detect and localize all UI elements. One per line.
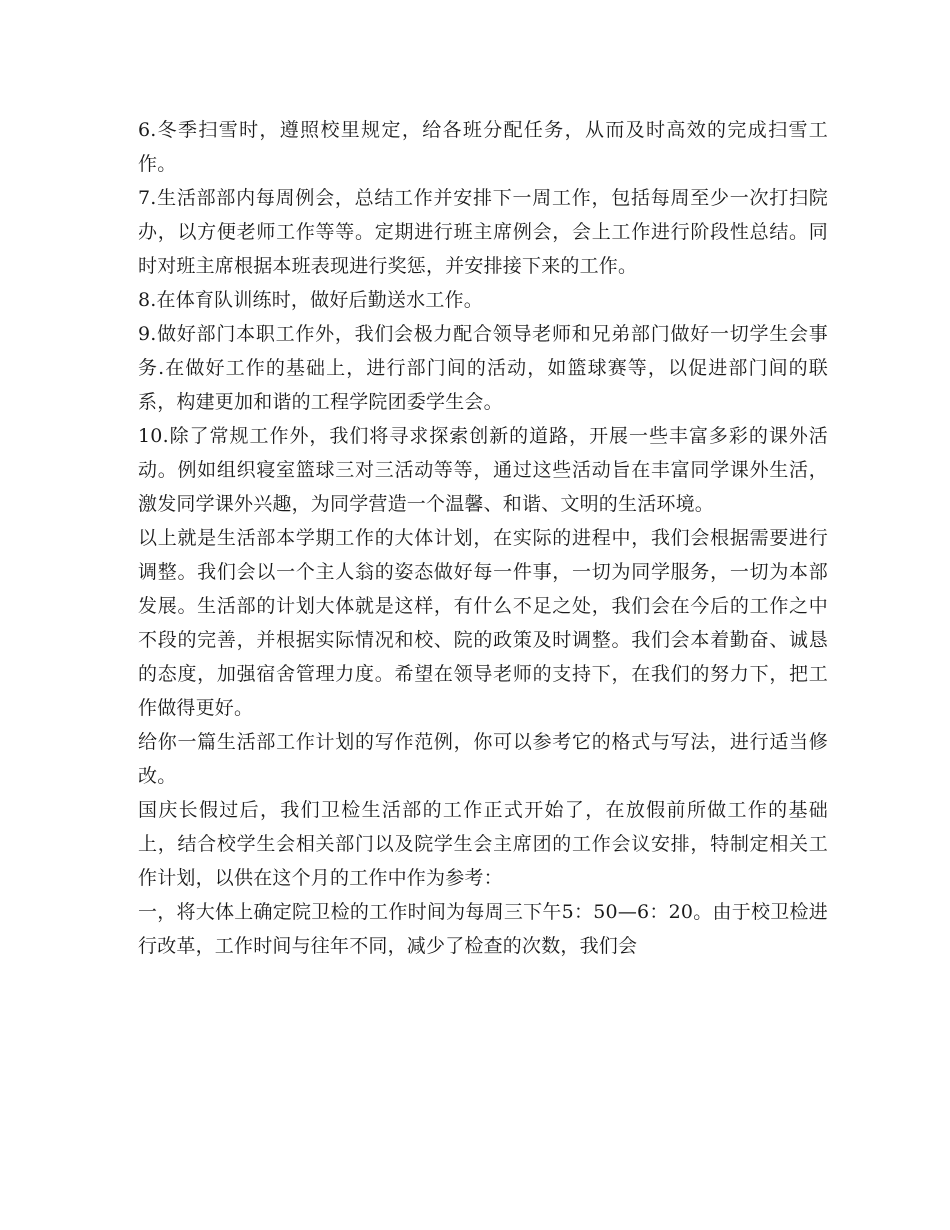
note-paragraph: 给你一篇生活部工作计划的写作范例，你可以参考它的格式与写法，进行适当修改。 (138, 731, 828, 787)
summary-paragraph: 以上就是生活部本学期工作的大体计划，在实际的进程中，我们会根据需要进行调整。我们会以一个主人翁的姿态做好每一件事，一切为同学服务，一切为本部发展。生活部的计划大体就是这样，有什么不足之处，我们会在今后的工作之中不段的完善，并根据实际情况和校、院的政策及时调整。我们会本着勤奋、诚恳的态度，加强宿舍管理力度。希望在领导老师的支持下，在我们的努力下，把工作做得更好。 (138, 527, 828, 719)
document-body (138, 113, 828, 963)
plan-item-1: 一，将大体上确定院卫检的工作时间为每周三下午5：50—6：20。由于校卫检进行改革，工作时间与往年不同，减少了检查的次数，我们会 (138, 901, 828, 957)
paragraph-item-9: 9.做好部门本职工作外，我们会极力配合领导老师和兄弟部门做好一切学生会事务.在做好工作的基础上，进行部门间的活动，如篮球赛等，以促进部门间的联系，构建更加和谐的工程学院团委学生会。 (138, 323, 828, 413)
paragraph-item-8: 8.在体育队训练时，做好后勤送水工作。 (138, 289, 483, 311)
paragraph-item-6: 6.冬季扫雪时，遵照校里规定，给各班分配任务，从而及时高效的完成扫雪工作。 (138, 119, 828, 175)
paragraph-item-7: 7.生活部部内每周例会，总结工作并安排下一周工作，包括每周至少一次打扫院办，以方便老师工作等等。定期进行班主席例会，会上工作进行阶段性总结。同时对班主席根据本班表现进行奖惩，并安排接下来的工作。 (138, 187, 828, 277)
intro-paragraph: 国庆长假过后，我们卫检生活部的工作正式开始了，在放假前所做工作的基础上，结合校学生会相关部门以及院学生会主席团的工作会议安排，特制定相关工作计划，以供在这个月的工作中作为参考： (138, 799, 828, 889)
paragraph-item-10: 10.除了常规工作外，我们将寻求探索创新的道路，开展一些丰富多彩的课外活动。例如组织寝室篮球三对三活动等等，通过这些活动旨在丰富同学课外生活，激发同学课外兴趣，为同学营造一个温馨、和谐、文明的生活环境。 (138, 425, 828, 515)
